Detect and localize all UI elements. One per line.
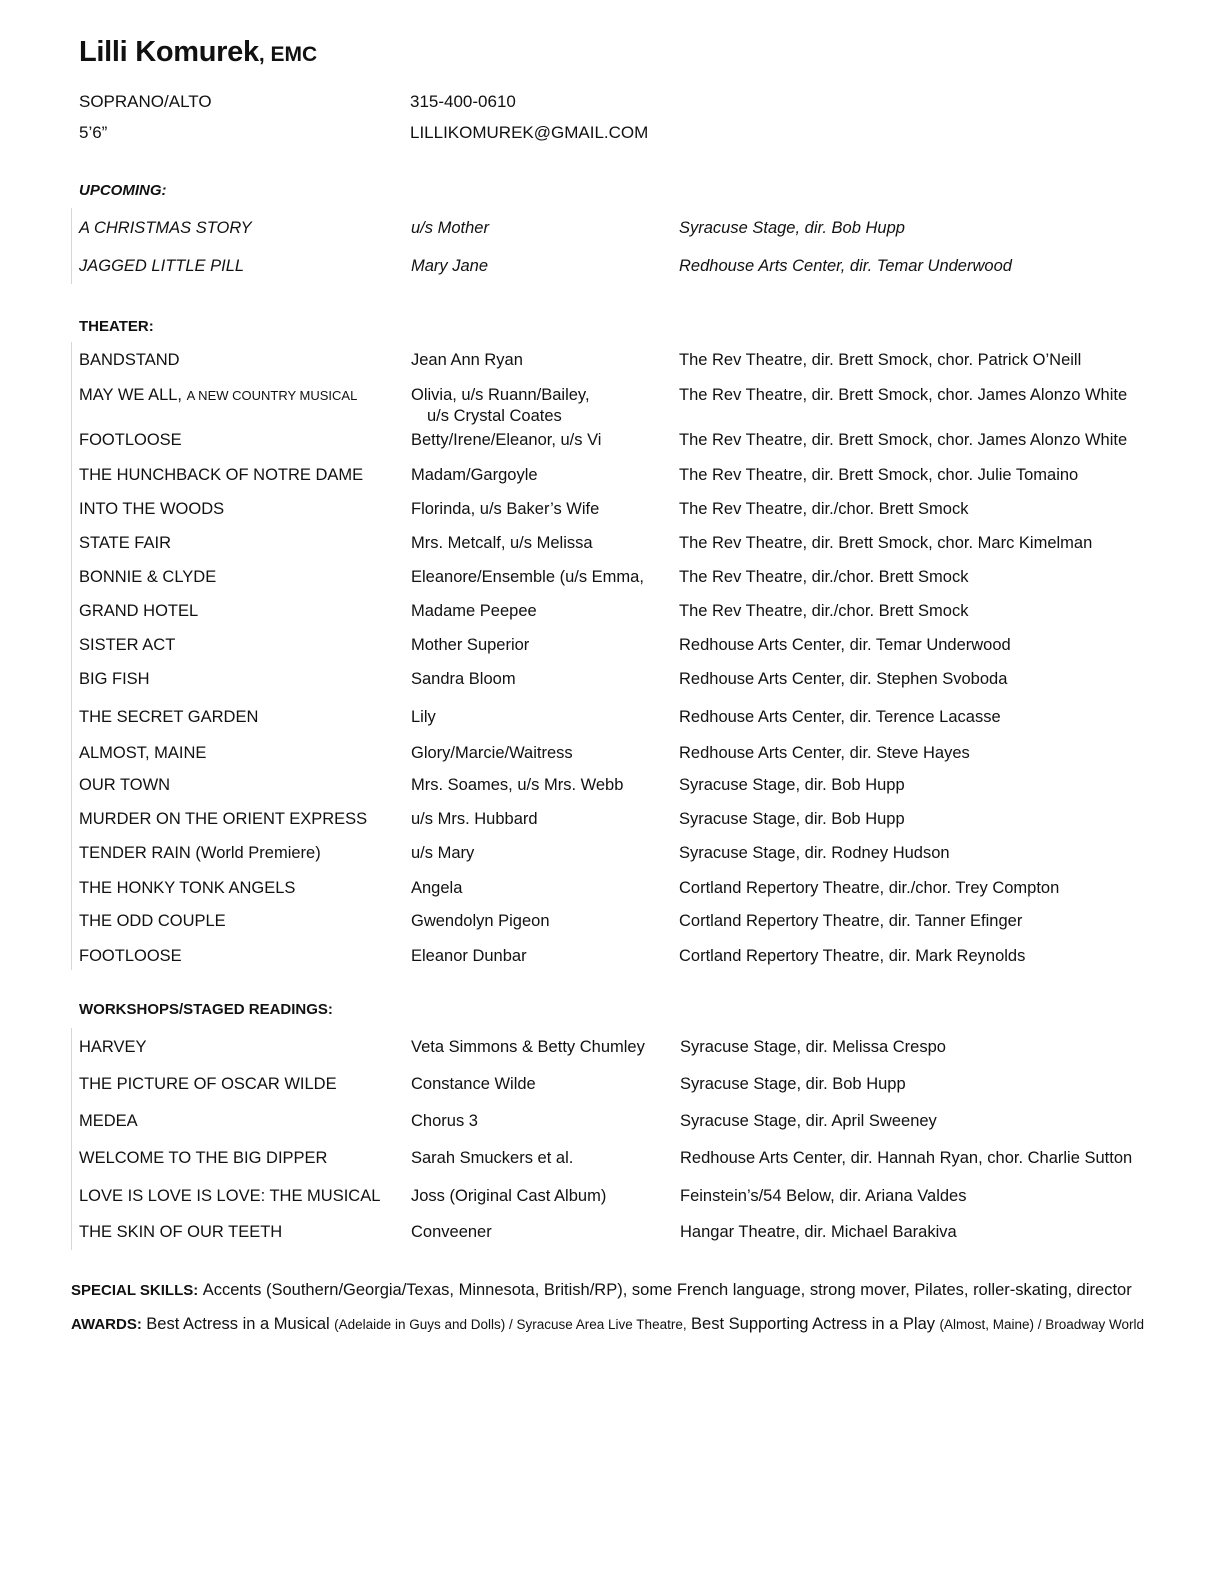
show-title: THE ODD COUPLE [79,912,226,930]
role: Glory/Marcie/Waitress [411,744,573,762]
theater-row [0,349,1224,373]
role: Conveener [411,1223,492,1241]
show-title: ALMOST, MAINE [79,744,207,762]
award-detail: (Almost, Maine) / Broadway World [939,1317,1145,1332]
theater-row [0,600,1224,624]
show-title: INTO THE WOODS [79,500,225,518]
role: Gwendolyn Pigeon [411,912,550,930]
venue: The Rev Theatre, dir./chor. Brett Smock [679,500,969,518]
venue: Feinstein’s/54 Below, dir. Ariana Valdes [680,1187,967,1205]
height: 5’6” [79,123,108,142]
role: u/s Mary [411,844,475,862]
venue: Hangar Theatre, dir. Michael Barakiva [680,1223,957,1241]
upcoming-heading: UPCOMING: [79,182,167,199]
role: Joss (Original Cast Album) [411,1187,607,1205]
theater-row [0,429,1224,453]
show-title: THE HONKY TONK ANGELS [79,879,296,897]
show-title: WELCOME TO THE BIG DIPPER [79,1149,328,1167]
show-title [79,384,357,407]
venue: Redhouse Arts Center, dir. Temar Underwood [679,636,1011,654]
role: Chorus 3 [411,1112,478,1130]
role: Eleanore/Ensemble (u/s Emma, [411,568,644,586]
voice-type: SOPRANO/ALTO [79,92,212,111]
role: Lily [411,708,436,726]
special-skills [71,1281,1132,1300]
show-subtitle: A NEW COUNTRY MUSICAL [186,388,358,403]
theater-row [0,877,1224,901]
role: Florinda, u/s Baker’s Wife [411,500,600,518]
award-title: Best Actress in a Musical [146,1315,330,1333]
workshop-row [0,1185,1224,1209]
show-title: HARVEY [79,1038,147,1056]
workshop-row [0,1147,1224,1171]
venue: The Rev Theatre, dir./chor. Brett Smock [679,602,969,620]
awards [71,1315,1144,1334]
role: u/s Mother [411,219,489,237]
theater-row [0,842,1224,866]
venue: Syracuse Stage, dir. Rodney Hudson [679,844,950,862]
show-title: FOOTLOOSE [79,431,182,449]
role: u/s Mrs. Hubbard [411,810,538,828]
role: Mary Jane [411,257,489,275]
workshops-heading: WORKSHOPS/STAGED READINGS: [79,1001,333,1018]
show-title: OUR TOWN [79,776,171,794]
venue: Redhouse Arts Center, dir. Steve Hayes [679,744,970,762]
show-title: LOVE IS LOVE IS LOVE: THE MUSICAL [79,1187,381,1205]
theater-heading: THEATER: [79,318,154,335]
workshop-row [0,1110,1224,1134]
role: Sandra Bloom [411,670,516,688]
role: Angela [411,879,463,897]
show-title: FOOTLOOSE [79,947,182,965]
skills-text: Accents (Southern/Georgia/Texas, Minnesota, British/RP), some French language, strong mover, Pilates, roller-skating, director [202,1281,1132,1299]
show-title: THE SECRET GARDEN [79,708,259,726]
role: Sarah Smuckers et al. [411,1149,574,1167]
venue: The Rev Theatre, dir. Brett Smock, chor. Patrick O’Neill [679,351,1082,369]
phone-number: 315-400-0610 [410,92,516,111]
theater-row [0,706,1224,730]
show-title: JAGGED LITTLE PILL [79,257,245,275]
theater-row [0,566,1224,590]
theater-row [0,910,1224,934]
venue: Redhouse Arts Center, dir. Stephen Svoboda [679,670,1008,688]
show-title-main: MAY WE ALL, [79,386,183,404]
theater-row [0,945,1224,969]
show-title: THE SKIN OF OUR TEETH [79,1223,283,1241]
award-detail: (Adelaide in Guys and Dolls) / Syracuse Area Live Theatre, [334,1317,687,1332]
email-address: LILLIKOMUREK@GMAIL.COM [410,123,649,142]
show-title: TENDER RAIN (World Premiere) [79,844,321,862]
venue: Syracuse Stage, dir. April Sweeney [680,1112,937,1130]
theater-row [0,532,1224,556]
awards-label: AWARDS: [71,1316,142,1333]
show-title: BONNIE & CLYDE [79,568,217,586]
venue: Syracuse Stage, dir. Melissa Crespo [680,1038,946,1056]
performer-name: Lilli Komurek [79,36,259,68]
name-heading [79,36,317,69]
theater-row [0,498,1224,522]
role-continued: u/s Crystal Coates [427,407,562,425]
show-title: STATE FAIR [79,534,171,552]
theater-row [0,464,1224,488]
theater-row [0,774,1224,798]
venue: The Rev Theatre, dir. Brett Smock, chor. Julie Tomaino [679,466,1079,484]
venue: Cortland Repertory Theatre, dir./chor. Trey Compton [679,879,1060,897]
theater-row [0,634,1224,658]
role: Mrs. Metcalf, u/s Melissa [411,534,593,552]
award-title: Best Supporting Actress in a Play [691,1315,936,1333]
venue: The Rev Theatre, dir. Brett Smock, chor. Marc Kimelman [679,534,1093,552]
venue: Redhouse Arts Center, dir. Temar Underwood [679,257,1012,275]
workshop-row [0,1221,1224,1245]
role: Mother Superior [411,636,530,654]
union-suffix: , EMC [258,43,318,66]
role: Mrs. Soames, u/s Mrs. Webb [411,776,624,794]
role: Olivia, u/s Ruann/Bailey, [411,386,590,404]
workshop-row [0,1036,1224,1060]
venue: Cortland Repertory Theatre, dir. Mark Reynolds [679,947,1026,965]
upcoming-row [0,217,1224,241]
upcoming-row [0,255,1224,279]
show-title: A CHRISTMAS STORY [79,219,252,237]
role: Constance Wilde [411,1075,536,1093]
show-title: BIG FISH [79,670,150,688]
role: Eleanor Dunbar [411,947,527,965]
venue: Redhouse Arts Center, dir. Terence Lacasse [679,708,1001,726]
show-title: MEDEA [79,1112,138,1130]
venue: Cortland Repertory Theatre, dir. Tanner Efinger [679,912,1023,930]
venue: The Rev Theatre, dir. Brett Smock, chor. James Alonzo White [679,386,1128,404]
venue: Syracuse Stage, dir. Bob Hupp [679,810,905,828]
show-title: THE HUNCHBACK OF NOTRE DAME [79,466,364,484]
show-title: BANDSTAND [79,351,180,369]
theater-row [0,668,1224,692]
venue: The Rev Theatre, dir. Brett Smock, chor. James Alonzo White [679,431,1128,449]
venue: Syracuse Stage, dir. Bob Hupp [679,219,905,237]
workshop-row [0,1073,1224,1097]
theater-row [0,742,1224,766]
role: Madam/Gargoyle [411,466,538,484]
show-title: THE PICTURE OF OSCAR WILDE [79,1075,337,1093]
workshops-divider [71,1028,72,1250]
role: Veta Simmons & Betty Chumley [411,1038,645,1056]
theater-row [0,384,1224,428]
venue: Syracuse Stage, dir. Bob Hupp [679,776,905,794]
show-title: MURDER ON THE ORIENT EXPRESS [79,810,368,828]
role: Madame Peepee [411,602,537,620]
role: Jean Ann Ryan [411,351,523,369]
theater-row [0,808,1224,832]
venue: Redhouse Arts Center, dir. Hannah Ryan, chor. Charlie Sutton [680,1149,1133,1167]
show-title: SISTER ACT [79,636,176,654]
venue: The Rev Theatre, dir./chor. Brett Smock [679,568,969,586]
role: Betty/Irene/Eleanor, u/s Vi [411,431,602,449]
show-title: GRAND HOTEL [79,602,199,620]
venue: Syracuse Stage, dir. Bob Hupp [680,1075,906,1093]
skills-label: SPECIAL SKILLS: [71,1282,199,1299]
